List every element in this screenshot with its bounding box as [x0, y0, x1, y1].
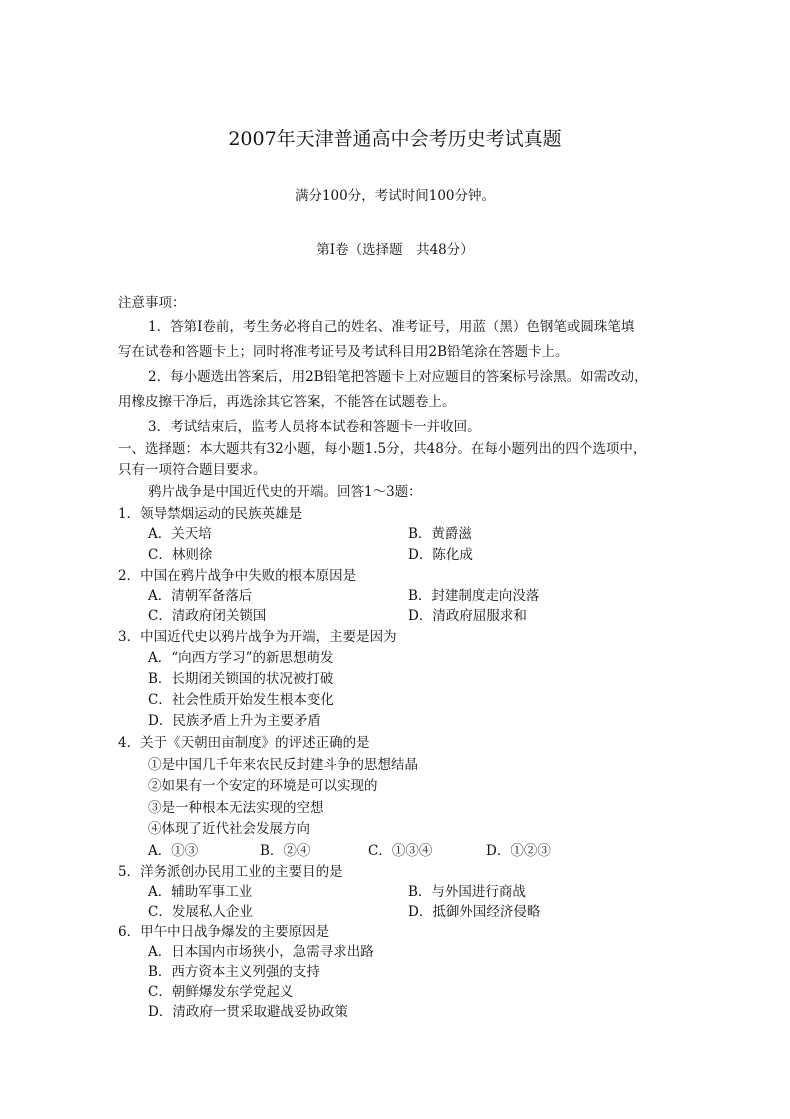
question-6-option-b: B．西方资本主义列强的支持 — [148, 964, 320, 980]
notice-heading: 注意事项： — [118, 295, 186, 311]
question-2-option-a: A．清朝军备落后 — [148, 588, 253, 604]
part1-line-1: 一、选择题：本大题共有32小题，每小题1.5分，共48分。在每小题列出的四个选项中， — [118, 441, 647, 457]
notice-item-2-line-2: 用橡皮擦干净后，再选涂其它答案，不能答在试题卷上。 — [118, 394, 456, 410]
question-5-option-a: A．辅助军事工业 — [148, 884, 253, 900]
question-1-option-d: D．陈化成 — [408, 547, 473, 563]
question-2-stem: 2．中国在鸦片战争中失败的根本原因是 — [118, 568, 357, 584]
question-4-statement-2: ②如果有一个安定的环境是可以实现的 — [148, 778, 378, 794]
notice-item-3: 3．考试结束后，监考人员将本试卷和答题卡一并收回。 — [148, 419, 481, 435]
score-info: 满分100分，考试时间100分钟。 — [294, 188, 496, 204]
section-title: 第Ⅰ卷（选择题 共48分） — [316, 242, 474, 258]
question-5-option-c: C．发展私人企业 — [148, 904, 253, 920]
question-4-statement-4: ④体现了近代社会发展方向 — [148, 821, 310, 837]
question-4-statement-3: ③是一种根本无法实现的空想 — [148, 800, 324, 816]
question-4-option-c: C．①③④ — [368, 843, 433, 859]
question-5-option-d: D．抵御外国经济侵略 — [408, 904, 541, 920]
question-1-option-a: A．关天培 — [148, 526, 212, 542]
question-6-option-d: D．清政府一贯采取避战妥协政策 — [148, 1004, 348, 1020]
part1-intro: 鸦片战争是中国近代史的开端。回答1～3题： — [148, 484, 422, 500]
question-6-stem: 6．甲午中日战争爆发的主要原因是 — [118, 924, 330, 940]
notice-item-2-line-1: 2．每小题选出答案后，用2B铅笔把答题卡上对应题目的答案标号涂黑。如需改动， — [148, 369, 648, 385]
question-4-option-d: D．①②③ — [486, 843, 551, 859]
question-3-option-a: A．“向西方学习”的新思想萌发 — [148, 650, 334, 666]
question-2-option-c: C．清政府闭关锁国 — [148, 608, 267, 624]
question-3-stem: 3．中国近代史以鸦片战争为开端，主要是因为 — [118, 629, 397, 645]
question-1-stem: 1．领导禁烟运动的民族英雄是 — [118, 506, 303, 522]
question-2-option-d: D．清政府屈服求和 — [408, 608, 527, 624]
question-6-option-a: A．日本国内市场狭小，急需寻求出路 — [148, 944, 374, 960]
question-4-statement-1: ①是中国几千年来农民反封建斗争的思想结晶 — [148, 757, 418, 773]
question-1-option-b: B．黄爵滋 — [408, 526, 472, 542]
part1-line-2: 只有一项符合题目要求。 — [118, 462, 267, 478]
question-6-option-c: C．朝鲜爆发东学党起义 — [148, 984, 294, 1000]
notice-item-1-line-2: 写在试卷和答题卡上；同时将准考证号及考试科目用2B铅笔涂在答题卡上。 — [118, 344, 569, 360]
notice-item-1-line-1: 1．答第Ⅰ卷前，考生务必将自己的姓名、准考证号，用蓝（黑）色钢笔或圆珠笔填 — [148, 319, 635, 335]
question-4-stem: 4．关于《天朝田亩制度》的评述正确的是 — [118, 735, 370, 751]
question-4-option-a: A．①③ — [148, 843, 199, 859]
question-3-option-c: C．社会性质开始发生根本变化 — [148, 692, 334, 708]
question-5-stem: 5．洋务派创办民用工业的主要目的是 — [118, 864, 343, 880]
page-title: 2007年天津普通高中会考历史考试真题 — [228, 128, 562, 150]
question-5-option-b: B．与外国进行商战 — [408, 884, 526, 900]
question-4-option-b: B．②④ — [260, 843, 311, 859]
question-1-option-c: C．林则徐 — [148, 547, 213, 563]
question-3-option-b: B．长期闭关锁国的状况被打破 — [148, 671, 334, 687]
question-3-option-d: D．民族矛盾上升为主要矛盾 — [148, 713, 321, 729]
question-2-option-b: B．封建制度走向没落 — [408, 588, 540, 604]
